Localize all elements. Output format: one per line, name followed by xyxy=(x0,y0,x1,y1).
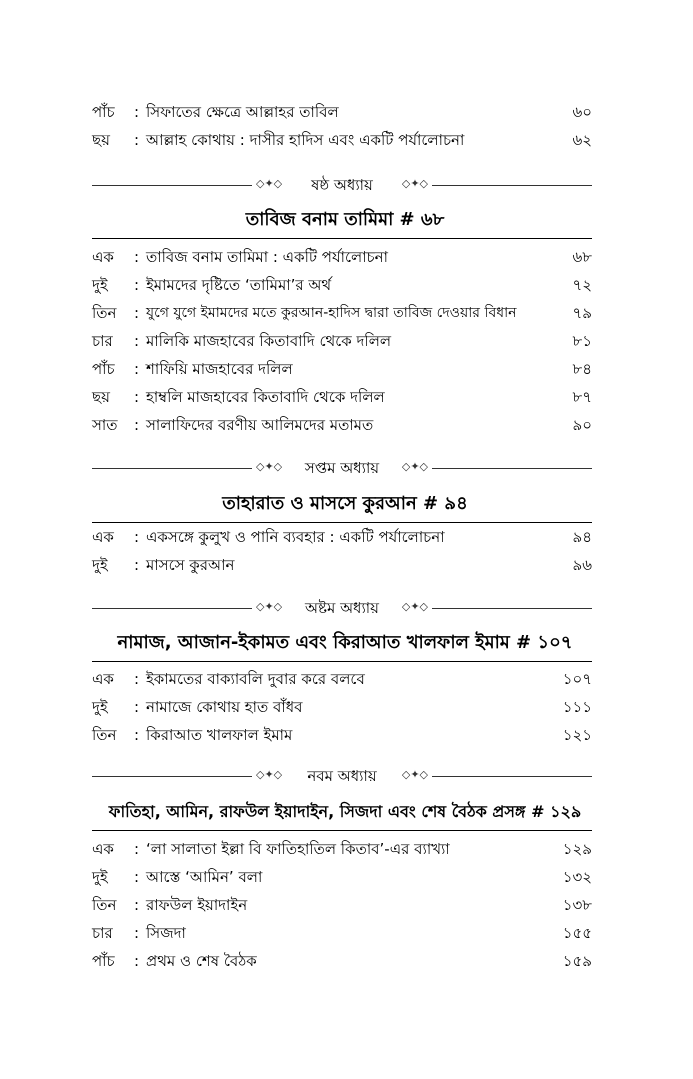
toc-entry xyxy=(92,127,592,153)
chapter-label: নবম অধ্যায় xyxy=(307,767,377,785)
entry-colon: : xyxy=(134,528,140,546)
chapter-heading: তাবিজ বনাম তামিমা # ৬৮ xyxy=(245,209,445,230)
entry-colon: : xyxy=(134,698,140,716)
entry-colon: : xyxy=(134,868,140,886)
entry-title: ইমামদের দৃষ্টিতে ‘তামিমা’র অর্থ xyxy=(146,276,332,294)
chapter-heading: ফাতিহা, আমিন, রাফউল ইয়াদাইন, সিজদা এবং শেষ বৈঠক প্রসঙ্গ # ১২৯ xyxy=(108,802,582,821)
entry-number: এক xyxy=(92,248,114,266)
entry-title: রাফউল ইয়াদাইন xyxy=(146,896,248,914)
entry-number: চার xyxy=(92,924,113,942)
entry-page: ১২১ xyxy=(562,726,592,744)
toc-entry xyxy=(92,722,592,748)
toc-entry xyxy=(92,892,592,918)
ornament-icon: ◇✦◇ xyxy=(256,600,283,613)
toc-entry xyxy=(92,920,592,946)
chapter-heading: নামাজ, আজান-ইকামত এবং কিরাআত খালফাল ইমাম # ১০৭ xyxy=(117,632,573,653)
toc-entry xyxy=(92,356,592,382)
divider-line-right xyxy=(432,776,592,777)
entry-title: আস্তে ‘আমিন’ বলা xyxy=(146,868,263,886)
entry-colon: : xyxy=(134,924,140,942)
entry-page: ৭৯ xyxy=(572,304,592,322)
entry-number: পাঁচ xyxy=(92,952,115,970)
entry-page: ৬৮ xyxy=(572,248,592,266)
entry-colon: : xyxy=(134,840,140,858)
chapter-divider xyxy=(92,599,592,619)
toc-entry xyxy=(92,524,592,550)
toc-entry xyxy=(92,384,592,410)
entry-page: ৯৪ xyxy=(572,528,592,546)
entry-page: ৭২ xyxy=(572,276,592,294)
entry-page: ১০৭ xyxy=(562,670,592,688)
entry-page: ১২৯ xyxy=(562,840,592,858)
heading-rule xyxy=(92,661,592,662)
entry-page: ৮৪ xyxy=(572,360,592,378)
toc-entry xyxy=(92,836,592,862)
entry-colon: : xyxy=(134,103,140,121)
entry-title: তাবিজ বনাম তামিমা : একটি পর্যালোচনা xyxy=(146,248,388,266)
toc-entry xyxy=(92,272,592,298)
divider-line-right xyxy=(432,468,592,469)
entry-number: সাত xyxy=(92,416,118,434)
entry-colon: : xyxy=(134,276,140,294)
entry-title: নামাজে কোথায় হাত বাঁধব xyxy=(146,698,303,716)
entry-title: শাফিয়ি মাজহাবের দলিল xyxy=(146,360,293,378)
entry-title: সিফাতের ক্ষেত্রে আল্লাহর তাবিল xyxy=(146,103,339,121)
entry-title: সিজদা xyxy=(146,924,186,942)
entry-number: দুই xyxy=(92,556,108,574)
heading-rule xyxy=(92,522,592,523)
entry-number: ছয় xyxy=(92,131,110,149)
entry-title: মাসসে কুরআন xyxy=(146,556,235,574)
entry-colon: : xyxy=(134,360,140,378)
entry-number: তিন xyxy=(92,896,117,914)
toc-entry xyxy=(92,300,592,326)
entry-title: ‘লা সালাতা ইল্লা বি ফাতিহাতিল কিতাব’-এর ব্যাখ্যা xyxy=(146,840,450,858)
toc-entry xyxy=(92,99,592,125)
chapter-divider xyxy=(92,459,592,479)
entry-page: ১১১ xyxy=(562,698,592,716)
entry-colon: : xyxy=(134,556,140,574)
entry-colon: : xyxy=(134,670,140,688)
entry-page: ১৩৮ xyxy=(562,896,592,914)
toc-entry xyxy=(92,864,592,890)
entry-page: ১৩২ xyxy=(562,868,592,886)
entry-page: ৬২ xyxy=(572,131,592,149)
entry-number: তিন xyxy=(92,726,117,744)
entry-number: এক xyxy=(92,840,114,858)
entry-colon: : xyxy=(134,416,140,434)
entry-title: সালাফিদের বরণীয় আলিমদের মতামত xyxy=(146,416,374,434)
entry-page: ১৫৫ xyxy=(562,924,592,942)
toc-entry xyxy=(92,412,592,438)
ornament-icon: ◇✦◇ xyxy=(256,768,283,781)
entry-page: ৯৬ xyxy=(572,556,592,574)
entry-colon: : xyxy=(134,131,140,149)
entry-number: চার xyxy=(92,332,113,350)
toc-entry xyxy=(92,328,592,354)
entry-title: মালিকি মাজহাবের কিতাবাদি থেকে দলিল xyxy=(146,332,392,350)
entry-colon: : xyxy=(134,388,140,406)
chapter-label: অষ্টম অধ্যায় xyxy=(304,599,379,617)
toc-entry xyxy=(92,694,592,720)
entry-colon: : xyxy=(134,896,140,914)
entry-number: এক xyxy=(92,528,114,546)
entry-number: এক xyxy=(92,670,114,688)
toc-entry xyxy=(92,552,592,578)
entry-number: দুই xyxy=(92,868,108,886)
divider-line-right xyxy=(432,185,592,186)
chapter-divider xyxy=(92,176,592,196)
entry-number: ছয় xyxy=(92,388,110,406)
ornament-icon: ◇✦◇ xyxy=(401,600,428,613)
chapter-label: সপ্তম অধ্যায় xyxy=(304,459,380,477)
entry-colon: : xyxy=(134,332,140,350)
entry-page: ৬০ xyxy=(572,103,592,121)
entry-colon: : xyxy=(134,304,140,322)
entry-colon: : xyxy=(134,726,140,744)
entry-page: ৮১ xyxy=(572,332,592,350)
entry-title: প্রথম ও শেষ বৈঠক xyxy=(146,952,257,970)
ornament-icon: ◇✦◇ xyxy=(401,460,428,473)
divider-line-right xyxy=(432,608,592,609)
entry-number: পাঁচ xyxy=(92,103,115,121)
entry-number: পাঁচ xyxy=(92,360,115,378)
chapter-divider xyxy=(92,767,592,787)
ornament-icon: ◇✦◇ xyxy=(401,768,428,781)
chapter-label: ষষ্ঠ অধ্যায় xyxy=(311,176,373,194)
chapter-heading: তাহারাত ও মাসসে কুরআন # ৯৪ xyxy=(222,493,468,514)
entry-title: আল্লাহ কোথায় : দাসীর হাদিস এবং একটি পর্যালোচনা xyxy=(146,131,465,149)
ornament-icon: ◇✦◇ xyxy=(256,177,283,190)
toc-entry xyxy=(92,948,592,974)
entry-title: যুগে যুগে ইমামদের মতে কুরআন-হাদিস দ্বারা তাবিজ দেওয়ার বিধান xyxy=(146,305,517,321)
entry-page: ১৫৯ xyxy=(562,952,592,970)
entry-page: ৮৭ xyxy=(572,388,592,406)
entry-title: একসঙ্গে কুলুখ ও পানি ব্যবহার : একটি পর্যালোচনা xyxy=(146,528,445,546)
ornament-icon: ◇✦◇ xyxy=(401,177,428,190)
entry-number: তিন xyxy=(92,304,117,322)
entry-title: হাম্বলি মাজহাবের কিতাবাদি থেকে দলিল xyxy=(146,388,385,406)
ornament-icon: ◇✦◇ xyxy=(256,460,283,473)
entry-colon: : xyxy=(134,248,140,266)
entry-number: দুই xyxy=(92,698,108,716)
toc-entry xyxy=(92,666,592,692)
entry-number: দুই xyxy=(92,276,108,294)
entry-title: কিরাআত খালফাল ইমাম xyxy=(146,726,293,744)
toc-entry xyxy=(92,244,592,270)
entry-page: ৯০ xyxy=(572,416,592,434)
heading-rule xyxy=(92,238,592,239)
entry-colon: : xyxy=(134,952,140,970)
entry-title: ইকামতের বাক্যাবলি দুবার করে বলবে xyxy=(146,670,365,688)
heading-rule xyxy=(92,830,592,831)
